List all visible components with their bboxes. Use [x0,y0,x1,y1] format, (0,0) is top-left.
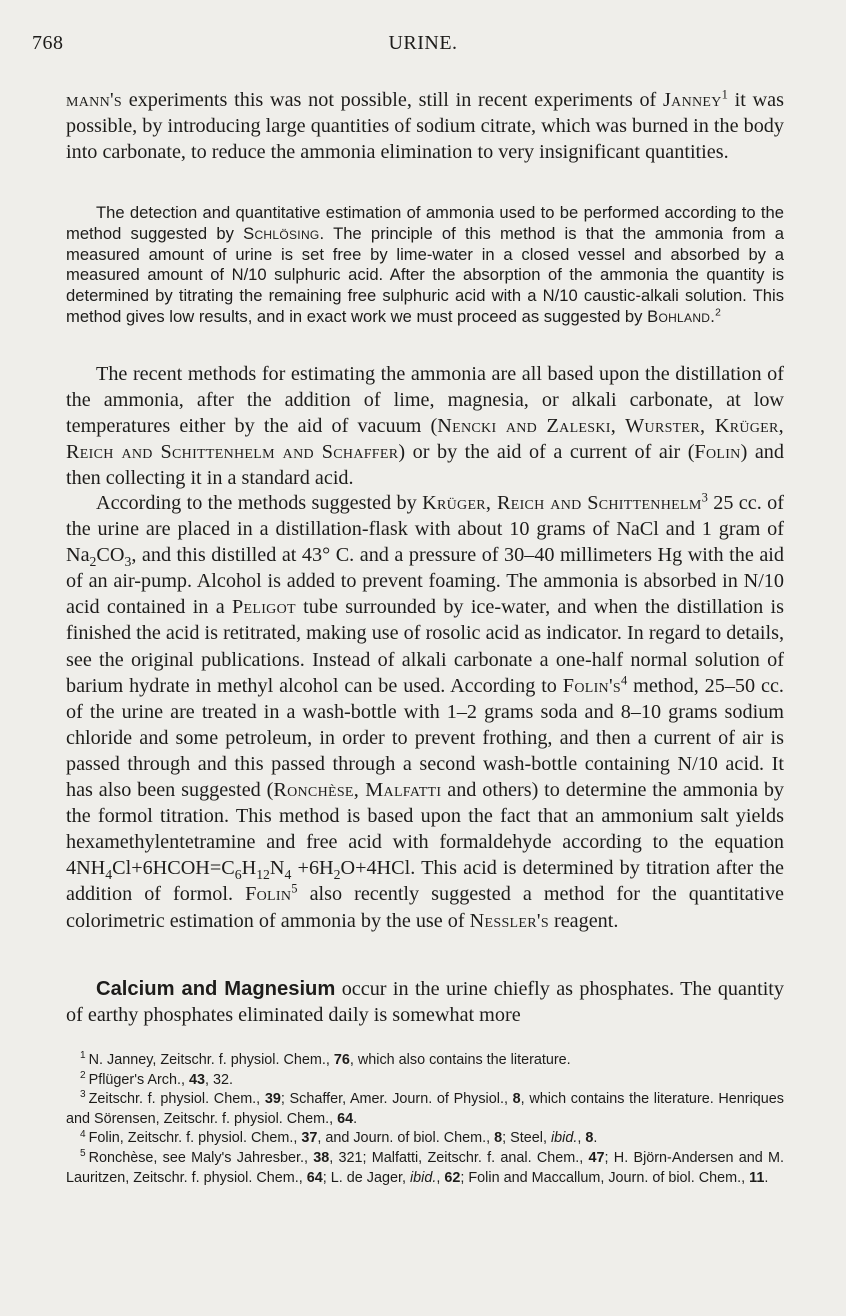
page-number: 768 [32,32,64,54]
paragraph-schlosing-method: The detection and quantitative estimation of ammonia used to be performed according to the method suggested by Schlösing. The principle of this method is that the ammonia from a measured amount of urine is set free by lime-water in a closed vessel and absorbed by a measured amount of N/10 sulphuric acid. After the absorption of the ammonia the quantity is determined by titrating the remaining free sulphuric acid with a N/10 caustic-alkali solution. This method gives low results, and in exact work we must proceed as suggested by Bohland.$^2$ [66,203,784,326]
footnote-5: $^5$ Ronchèse, see Maly's Jahresber., 38, 321; Malfatti, Zeitschr. f. anal. Chem., 47; H. Björn-Andersen and M. Lauritzen, Zeitschr. f. physiol. Chem., 64; L. de Jager, ibid., 62; Folin and Maccallum, Journ. of biol. Chem., 11. [66,1148,784,1186]
running-title: URINE. [388,32,458,54]
page-header [32,32,814,62]
run-in-heading-calcium: Calcium [96,978,175,1000]
footnotes [66,1051,784,1188]
paragraph-calcium-magnesium: Calcium and Magnesium occur in the urine chiefly as phosphates. The quantity of earthy phosphates eliminated daily is somewhat more [66,978,785,1027]
footnote-1: $^1$ N. Janney, Zeitschr. f. physiol. Chem., 76, which also contains the literature. [80,1050,571,1068]
footnote-ref-2: 2 [715,307,721,319]
footnote-ref-3: 3 [701,490,708,505]
footnote-3: $^3$ Zeitschr. f. physiol. Chem., 39; Schaffer, Amer. Journ. of Physiol., 8, which contains the literature. Henriques and Sörensen, Zeitschr. f. physiol. Chem., 64. [66,1089,785,1127]
footnote-ref-4: 4 [620,672,628,687]
paragraph-recent-methods: The recent methods for estimating the ammonia are all based upon the distillation of the ammonia, after the addition of lime, magnesia, or alkali carbonate, at low temperatures either by the aid of vacuum (Nencki and Zaleski, Wurster, Krüger, Reich and Schittenhelm and Schaffer) or by the aid of a current of air (Folin) and then collecting it in a standard acid. [66,363,784,490]
footnote-ref-1: 1 [721,87,728,102]
footnote-ref-5: 5 [291,881,298,896]
paragraph-continuation: mann's experiments this was not possible, still in recent experiments of Janney$^1$ it was possible, by introducing large quantities of sodium citrate, which was burned in the body into carbonate, to reduce the ammonia elimination to very insignificant quantities. [66,87,784,164]
run-in-heading-magnesium: Magnesium [224,978,336,1000]
footnote-2: $^2$ Pflüger's Arch., 43, 32. [80,1069,233,1088]
paragraph-kruger-method: According to the methods suggested by Krüger, Reich and Schittenhelm$^3$ 25 cc. of the urine are placed in a distillation-flask with about 10 grams of NaCl and 1 gram of $Na_2CO_3$, and this distilled at 43° C. and a pressure of 30–40 millimeters Hg with the aid of an air-pump. Alcohol is added to prevent foaming. The ammonia is absorbed in N/10 acid contained in a Peligot tube surrounded by ice-water, and when the distillation is finished the acid is retitrated, making use of rosolic acid as indicator. In regard to details, see the original publications. Instead of alkali carbonate a one-half normal solution of barium hydrate in methyl alcohol can be used. According to $Folin's^4$ method, 25–50 cc. of the urine are treated in a wash-bottle with 1–2 grams soda and 8–10 grams sodium chloride and some petroleum, in order to prevent frothing, and then a current of air is passed through and this passed through a second wash-bottle containing N/10 acid. It has also been suggested (Ronchèse, Malfatti and others) to determine the ammonia by the formol titration. This method is based upon the fact that an ammonium salt yields hexamethylentetramine and free acid with formaldehyde according to the equation $4NH_4Cl+6HCOH=C_6H_{12}N_4 +6H_2O+4HCl$. This acid is determined by titration after the addition of formol. Folin$^5$ also recently suggested a method for the quantitative colorimetric estimation of ammonia by the use of Nessler's reagent. [66,490,785,932]
footnote-4: $^4$ Folin, Zeitschr. f. physiol. Chem., 37, and Journ. of biol. Chem., 8; Steel, ibid., 8. [80,1128,598,1147]
